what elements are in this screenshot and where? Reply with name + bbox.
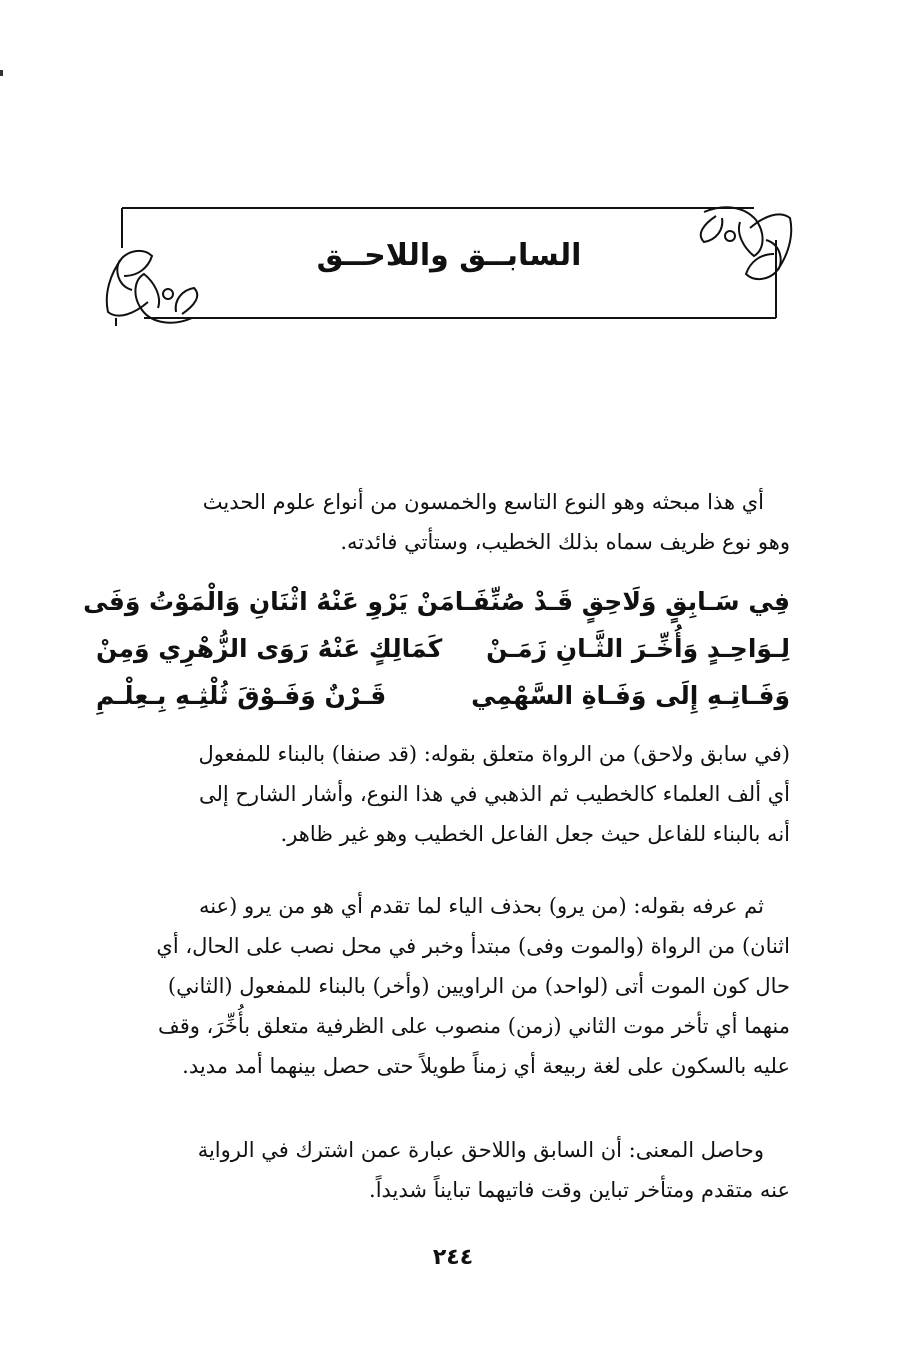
paragraph-line: ثم عرفه بقوله: (من يرو) بحذف الياء لما تقدم أي هو من يرو (عنه [198,894,764,918]
paragraph-line: أي هذا مبحثه وهو النوع التاسع والخمسون من أنواع علوم الحديث [202,490,764,514]
definition-paragraph [96,886,790,1086]
verse-line [83,578,790,625]
chapter-title-frame [104,200,794,326]
intro-paragraph [96,482,790,562]
commentary-paragraph [96,734,790,854]
paragraph-line: أنه بالبناء للفاعل حيث جعل الفاعل الخطيب وهو غير ظاهر. [280,822,790,846]
summary-paragraph [96,1130,790,1210]
margin-mark [0,70,3,76]
verse-first-hemistich: لِـوَاحِـدٍ وَأُخِّـرَ الثَّـانِ زَمَـنْ [486,634,790,663]
verse-second-hemistich: قَـرْنٌ وَفَـوْقَ ثُلْثِـهِ بِـعِلْـمِ [96,681,387,710]
verse-first-hemistich: وَفَـاتِـهِ إِلَى وَفَـاةِ السَّهْمِي [471,681,790,710]
verse-second-hemistich: مَنْ يَرْوِ عَنْهُ اثْنَانِ وَالْمَوْتُ وَفَى [83,587,455,616]
paragraph-line: أي ألف العلماء كالخطيب ثم الذهبي في هذا النوع، وأشار الشارح إلى [198,782,790,806]
paragraph-line: منهما أي تأخر موت الثاني (زمن) منصوب على الظرفية متعلق بأُخِّرَ، وقف [157,1014,790,1038]
paragraph-line: وحاصل المعنى: أن السابق واللاحق عبارة عمن اشترك في الرواية [197,1138,764,1162]
paragraph-line: عنه متقدم ومتأخر تباين وقت فاتيهما تبايناً شديداً. [369,1178,790,1202]
verse-line [96,672,790,719]
verse-line [96,625,790,672]
paragraph-line: حال كون الموت أتى (لواحد) من الراويين (وأخر) بالبناء للمفعول (الثاني) [167,974,790,998]
paragraph-line: عليه بالسكون على لغة ربيعة أي زمناً طويلاً حتى حصل بينهما أمد مديد. [182,1054,790,1078]
chapter-title: السابــق واللاحــق [316,238,582,273]
poem-verses [83,578,790,719]
paragraph-line: (في سابق ولاحق) من الرواة متعلق بقوله: (قد صنفا) بالبناء للمفعول [198,742,790,766]
paragraph-line: وهو نوع ظريف سماه بذلك الخطيب، وستأتي فائدته. [340,530,790,554]
page-number: ٢٤٤ [432,1245,474,1270]
verse-second-hemistich: كَمَالِكٍ عَنْهُ رَوَى الزُّهْرِي وَمِنْ [96,634,443,663]
paragraph-line: اثنان) من الرواة (والموت وفى) مبتدأ وخبر في محل نصب على الحال، أي [156,934,790,958]
verse-first-hemistich: فِي سَـابِقٍ وَلَاحِقٍ قَـدْ صُنِّفَـا [454,587,790,616]
